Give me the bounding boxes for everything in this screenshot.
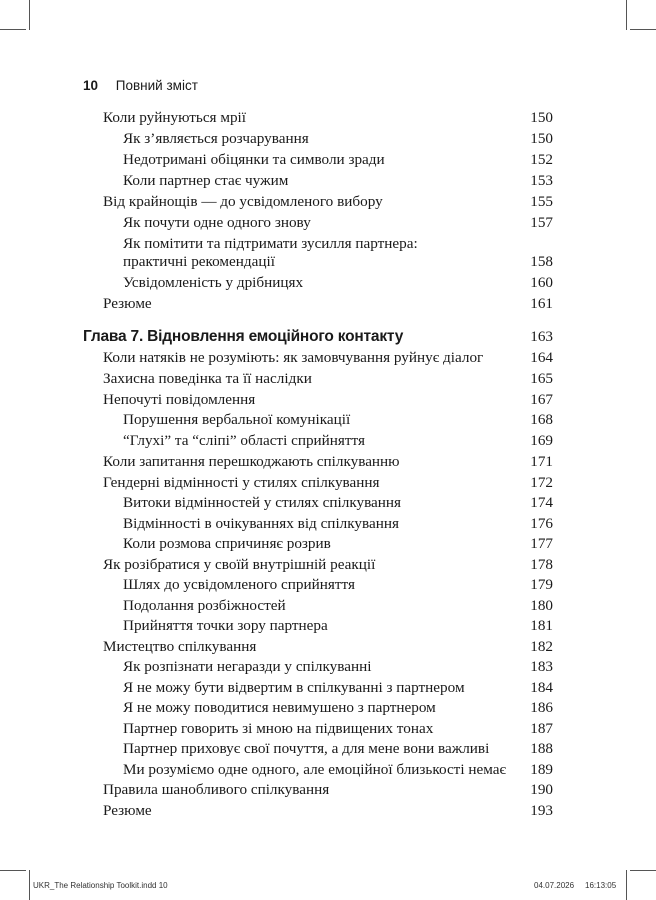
toc-entry-page: 178: [530, 556, 553, 573]
toc-entry-page: 161: [530, 295, 553, 312]
toc-entry-page: 186: [530, 699, 553, 716]
toc-entry-title: Резюме: [103, 295, 152, 312]
toc-entry-title: Непочуті повідомлення: [103, 391, 256, 408]
crop-mark-bottom-right: [626, 870, 627, 900]
toc-entry-title: Партнер приховує свої почуття, а для мене вони важливі: [123, 740, 490, 757]
toc-entry-page: 184: [530, 679, 553, 696]
crop-mark-right-top: [630, 29, 656, 30]
toc-entry-title: Партнер говорить зі мною на підвищених тонах: [123, 720, 434, 737]
running-header: [83, 78, 198, 93]
toc-entry-title: Я не можу бути відвертим в спілкуванні з партнером: [123, 679, 465, 696]
toc-entry-page: 167: [530, 391, 553, 408]
toc-entry-title: Витоки відмінностей у стилях спілкування: [123, 494, 402, 511]
toc-entry-page: 183: [530, 658, 553, 675]
header-running-title: Повний зміст: [115, 78, 198, 93]
crop-mark-left-bottom: [0, 870, 26, 871]
toc-entry-page: 182: [530, 638, 553, 655]
toc-entry-page: 171: [530, 453, 553, 470]
toc-entry-page: 176: [530, 515, 553, 532]
toc-entry-page: 150: [530, 130, 553, 147]
toc-entry-page: 153: [530, 172, 553, 189]
toc-entry-title: Як розпізнати негаразди у спілкуванні: [123, 658, 372, 675]
toc-entry-page: 177: [530, 535, 553, 552]
toc-entry-page: 157: [530, 214, 553, 231]
header-page-number: 10: [83, 78, 99, 93]
toc-entry-title: Резюме: [103, 802, 152, 819]
toc-entry-title: Від крайнощів — до усвідомленого вибору: [103, 193, 383, 210]
footer-file: UKR_The Relationship Toolkit.indd 10: [33, 881, 168, 890]
toc-entry-title: Як з’являється розчарування: [123, 130, 309, 147]
toc-entry-page: 152: [530, 151, 553, 168]
toc-entry-title: Коли натяків не розуміють: як замовчування руйнує діалог: [103, 349, 484, 366]
toc-entry-title: Як помітити та підтримати зусилля партнера:: [123, 235, 418, 252]
toc-entry-page: 158: [530, 253, 553, 270]
toc-entry-page: 190: [530, 781, 553, 798]
toc-entry-page: 193: [530, 802, 553, 819]
toc-entry-title: Я не можу поводитися невимушено з партнером: [123, 699, 436, 716]
toc-entry-title: Гендерні відмінності у стилях спілкування: [103, 474, 380, 491]
toc-entry-title: Мистецтво спілкування: [103, 638, 257, 655]
toc-entry-title: практичні рекомендації: [123, 253, 275, 270]
toc-entry-page: 169: [530, 432, 553, 449]
toc-entry-page: 164: [530, 349, 553, 366]
toc-entry-title: Коли партнер стає чужим: [123, 172, 289, 189]
toc-entry-title: Порушення вербальної комунікації: [123, 411, 351, 428]
footer-time: 16:13:05: [585, 881, 617, 890]
toc-entry-page: 160: [530, 274, 553, 291]
crop-mark-top-left: [29, 0, 30, 30]
toc-entry-title: Як розібратися у своїй внутрішній реакції: [103, 556, 376, 573]
toc-entry-page: 180: [530, 597, 553, 614]
toc-entry-page: 181: [530, 617, 553, 634]
toc-entry-title: Шлях до усвідомленого сприйняття: [123, 576, 355, 593]
toc-entry-title: Усвідомленість у дрібницях: [123, 274, 304, 291]
crop-mark-bottom-left: [29, 870, 30, 900]
toc-entry-page: 150: [530, 109, 553, 126]
toc-entry-page: 187: [530, 720, 553, 737]
toc-entry-title: Коли запитання перешкоджають спілкуванню: [103, 453, 400, 470]
toc-entry-title: Коли розмова спричиняє розрив: [123, 535, 331, 552]
toc-entry-page: 188: [530, 740, 553, 757]
toc-entry-page: 174: [530, 494, 553, 511]
toc-entry-page: 172: [530, 474, 553, 491]
toc-entry-title: Коли руйнуються мрії: [103, 109, 246, 126]
toc-entry-title: Недотримані обіцянки та символи зради: [123, 151, 385, 168]
toc-entry-title: Як почути одне одного знову: [123, 214, 311, 231]
toc-entry-page: 189: [530, 761, 553, 778]
toc-entry-title: Захисна поведінка та її наслідки: [103, 370, 312, 387]
toc-entry-page: 165: [530, 370, 553, 387]
toc-entry-title: Відмінності в очікуваннях від спілкування: [123, 515, 399, 532]
toc-entry-title: Подолання розбіжностей: [123, 597, 286, 614]
toc-entry-title: “Глухі” та “сліпі” області сприйняття: [123, 432, 365, 449]
toc-entry-title: Глава 7. Відновлення емоційного контакту: [83, 328, 404, 345]
crop-mark-top-right: [626, 0, 627, 30]
toc-entry-page: 155: [530, 193, 553, 210]
toc-entry-page: 163: [530, 328, 553, 345]
toc-entry-page: 179: [530, 576, 553, 593]
footer-date: 04.07.2026: [534, 881, 575, 890]
toc-entry-title: Правила шанобливого спілкування: [103, 781, 330, 798]
crop-mark-right-bottom: [630, 870, 656, 871]
toc-entry-title: Ми розуміємо одне одного, але емоційної близькості немає: [123, 761, 506, 778]
toc-entry-page: 168: [530, 411, 553, 428]
toc-entry-title: Прийняття точки зору партнера: [123, 617, 328, 634]
crop-mark-left-top: [0, 29, 26, 30]
